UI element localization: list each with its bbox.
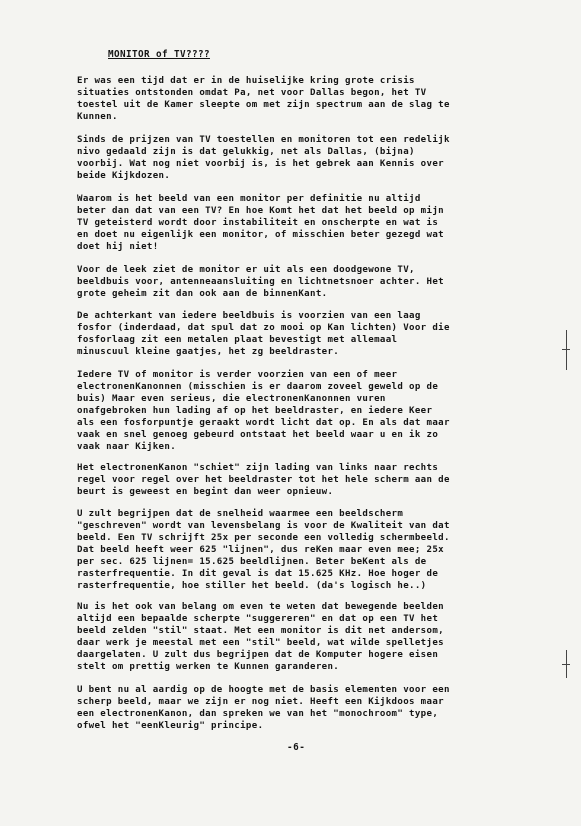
text-line: beeldbuis voor, antenneaansluiting en lichtnetsnoer achter. Het: [77, 277, 444, 287]
paragraph-4: [77, 264, 525, 300]
paragraph-6: [77, 369, 525, 453]
text-line: Waarom is het beeld van een monitor per definitie nu altijd: [77, 194, 421, 204]
document-title: MONITOR of TV????: [108, 49, 210, 60]
text-line: ofwel het "eenKleurig" principe.: [77, 721, 264, 731]
text-line: toestel uit de Kamer sleepte om met zijn spectrum aan de slag te: [77, 100, 450, 110]
text-line: Kunnen.: [77, 112, 118, 122]
text-line: daar werk je meestal met een "stil" beeld, wat wilde spelletjes: [77, 638, 444, 648]
text-line: beurt is geweest en begint dan weer opnieuw.: [77, 487, 334, 497]
text-line: fosforlaag zit een metalen plaat bevestigt met allemaal: [77, 335, 398, 345]
paragraph-2: [77, 134, 525, 182]
paragraph-8: [77, 508, 525, 592]
text-line: stelt om prettig werken te Kunnen garanderen.: [77, 662, 340, 672]
text-line: scherp beeld, maar we zijn er nog niet. Heeft een Kijkdoos maar: [77, 697, 444, 707]
paragraph-9: [77, 601, 525, 673]
text-line: vaak naar Kijken.: [77, 442, 177, 452]
text-line: Iedere TV of monitor is verder voorzien van een of meer: [77, 370, 398, 380]
paragraph-7: [77, 462, 525, 498]
text-line: daargelaten. U zult dus begrijpen dat de Komputer hogere eisen: [77, 650, 439, 660]
text-line: TV geteisterd wordt door instabiliteit en onscherpte en wat is: [77, 218, 439, 228]
text-line: voorbij. Wat nog niet voorbij is, is het gebrek aan Kennis over: [77, 159, 444, 169]
paragraph-1: [77, 75, 525, 123]
text-line: buis) Maar even serieus, die electronenKanonnen vuren: [77, 394, 386, 404]
text-line: U zult begrijpen dat de snelheid waarmee een beeldscherm: [77, 509, 404, 519]
text-line: beide Kijkdozen.: [77, 171, 171, 181]
text-line: U bent nu al aardig op de hoogte met de basis elementen voor een: [77, 685, 450, 695]
text-line: Sinds de prijzen van TV toestellen en monitoren tot een redelijk: [77, 135, 450, 145]
text-line: Dat beeld heeft weer 625 "lijnen", dus reKen maar even mee; 25x: [77, 545, 444, 555]
paragraph-3: [77, 193, 525, 253]
paragraph-5: [77, 310, 525, 358]
text-line: onafgebroken hun lading af op het beeldraster, en iedere Keer: [77, 406, 433, 416]
text-line: vaak en snel genoeg gebeurd ontstaat het beeld waar u en ik zo: [77, 430, 439, 440]
text-line: beeld zelden "stil" staat. Met een monitor is dit net andersom,: [77, 626, 444, 636]
text-line: rasterfrequentie, hoe stiller het beeld. (da's logisch he..): [77, 581, 427, 591]
text-line: Nu is het ook van belang om even te weten dat bewegende beelden: [77, 602, 444, 612]
text-line: een electronenKanon, dan spreken we van het "monochroom" type,: [77, 709, 439, 719]
text-line: per sec. 625 lijnen= 15.625 beeldlijnen. Beter beKent als de: [77, 557, 427, 567]
text-line: beeld. Een TV schrijft 25x per seconde een volledig schermbeeld.: [77, 533, 450, 543]
margin-mark-tick: [562, 664, 570, 665]
text-line: nivo gedaald zijn is dat gelukkig, net als Dallas, (bijna): [77, 147, 415, 157]
text-line: rasterfrequentie. In dit geval is dat 15.625 KHz. Hoe hoger de: [77, 569, 439, 579]
text-line: situaties ontstonden omdat Pa, net voor Dallas begon, het TV: [77, 88, 427, 98]
margin-mark-tick: [562, 349, 570, 350]
text-line: en doet nu eigenlijk een monitor, of misschien beter gezegd wat: [77, 230, 444, 240]
text-line: De achterkant van iedere beeldbuis is voorzien van een laag: [77, 311, 421, 321]
page-number: -6-: [287, 742, 306, 753]
text-line: Er was een tijd dat er in de huiselijke kring grote crisis: [77, 76, 415, 86]
text-line: beter dan dat van een TV? En hoe Komt het dat het beeld op mijn: [77, 206, 444, 216]
text-line: fosfor (inderdaad, dat spul dat zo mooi op Kan lichten) Voor die: [77, 323, 450, 333]
text-line: Het electronenKanon "schiet" zijn lading van links naar rechts: [77, 463, 439, 473]
margin-mark: [566, 330, 567, 370]
text-line: doet hij niet!: [77, 242, 159, 252]
text-line: Voor de leek ziet de monitor er uit als een doodgewone TV,: [77, 265, 415, 275]
text-line: electronenKanonnen (misschien is er daarom zoveel geweld op de: [77, 382, 439, 392]
text-line: grote geheim zit dan ook aan de binnenKant.: [77, 289, 328, 299]
text-line: altijd een bepaalde scherpte "suggereren" en dat op een TV het: [77, 614, 439, 624]
paragraph-10: [77, 684, 525, 732]
text-line: regel voor regel over het beeldraster tot het hele scherm aan de: [77, 475, 450, 485]
text-line: als een fosforpuntje geraakt wordt licht dat op. En als dat maar: [77, 418, 450, 428]
text-line: "geschreven" wordt van levensbelang is voor de Kwaliteit van dat: [77, 521, 450, 531]
text-line: minuscuul kleine gaatjes, het zg beeldraster.: [77, 347, 340, 357]
